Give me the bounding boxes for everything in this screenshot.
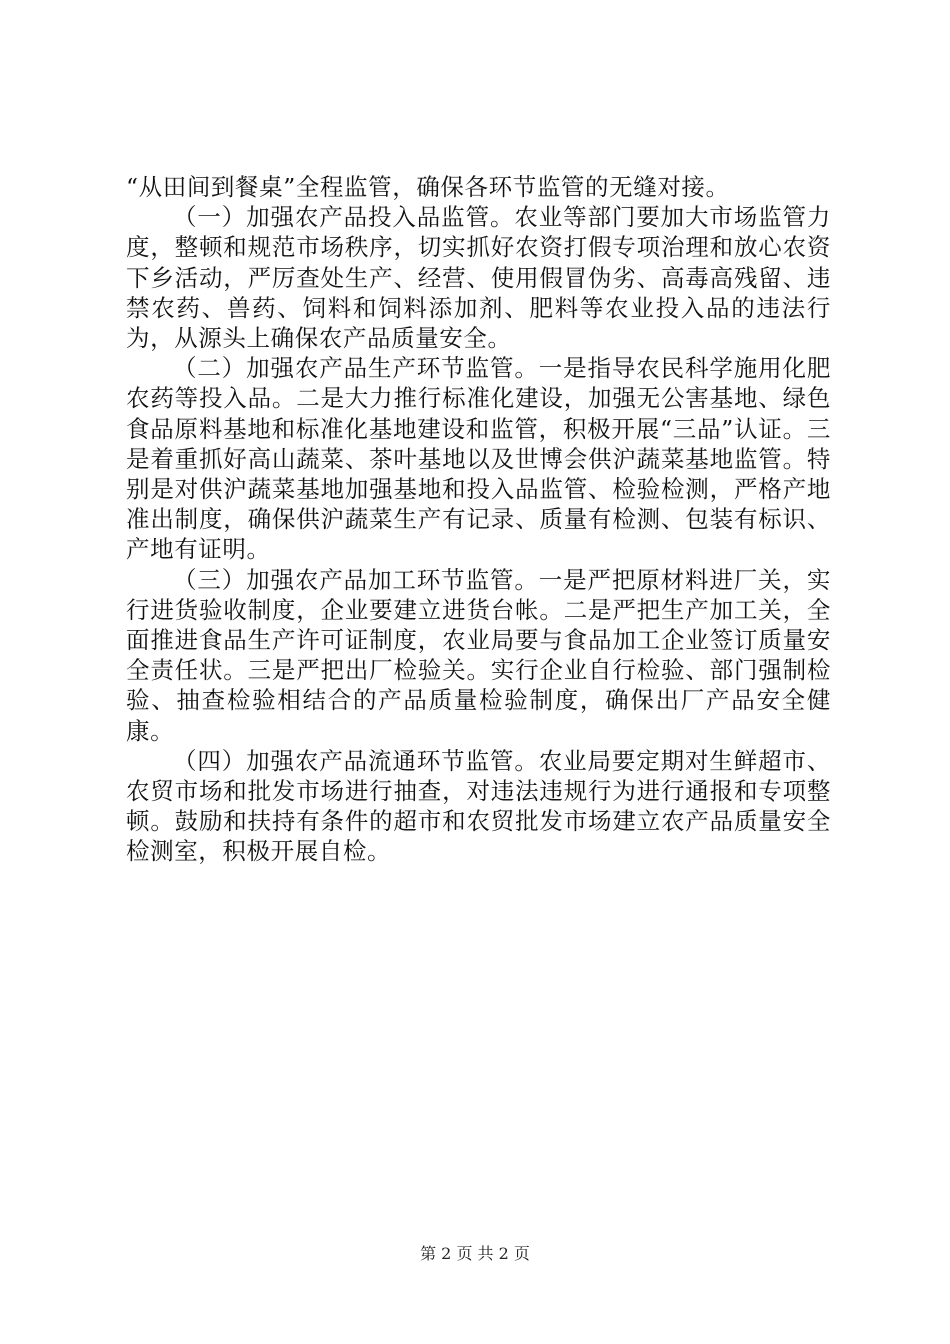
paragraph-continuation: “从田间到餐桌”全程监管，确保各环节监管的无缝对接。	[126, 173, 730, 201]
paragraph-production-supervision: （二）加强农产品生产环节监管。一是指导农民科学施用化肥农药等投入品。二是大力推行标准化建设，加强无公害基地、绿色食品原料基地和标准化基地建设和监管，积极开展“三品”认证。三是着重抓好高山蔬菜、茶叶基地以及世博会供沪蔬菜基地监管。特别是对供沪蔬菜基地加强基地和投入品监管、检验检测，严格产地准出制度，确保供沪蔬菜生产有记录、质量有检测、包装有标识、产地有证明。	[126, 354, 831, 564]
document-body	[126, 172, 831, 867]
paragraph-circulation-supervision: （四）加强农产品流通环节监管。农业局要定期对生鲜超市、农贸市场和批发市场进行抽查，对违法违规行为进行通报和专项整顿。鼓励和扶持有条件的超市和农贸批发市场建立农产品质量安全检测室，积极开展自检。	[126, 746, 831, 866]
paragraph-processing-supervision: （三）加强农产品加工环节监管。一是严把原材料进厂关，实行进货验收制度，企业要建立进货台帐。二是严把生产加工关，全面推进食品生产许可证制度，农业局要与食品加工企业签订质量安全责任状。三是严把出厂检验关。实行企业自行检验、部门强制检验、抽查检验相结合的产品质量检验制度，确保出厂产品安全健康。	[126, 565, 831, 745]
paragraph-input-supervision: （一）加强农产品投入品监管。农业等部门要加大市场监管力度，整顿和规范市场秩序，切实抓好农资打假专项治理和放心农资下乡活动，严厉查处生产、经营、使用假冒伪劣、高毒高残留、违禁农药、兽药、饲料和饲料添加剂、肥料等农业投入品的违法行为，从源头上确保农产品质量安全。	[126, 203, 831, 353]
page-number-footer: 第 2 页 共 2 页	[420, 1244, 530, 1263]
